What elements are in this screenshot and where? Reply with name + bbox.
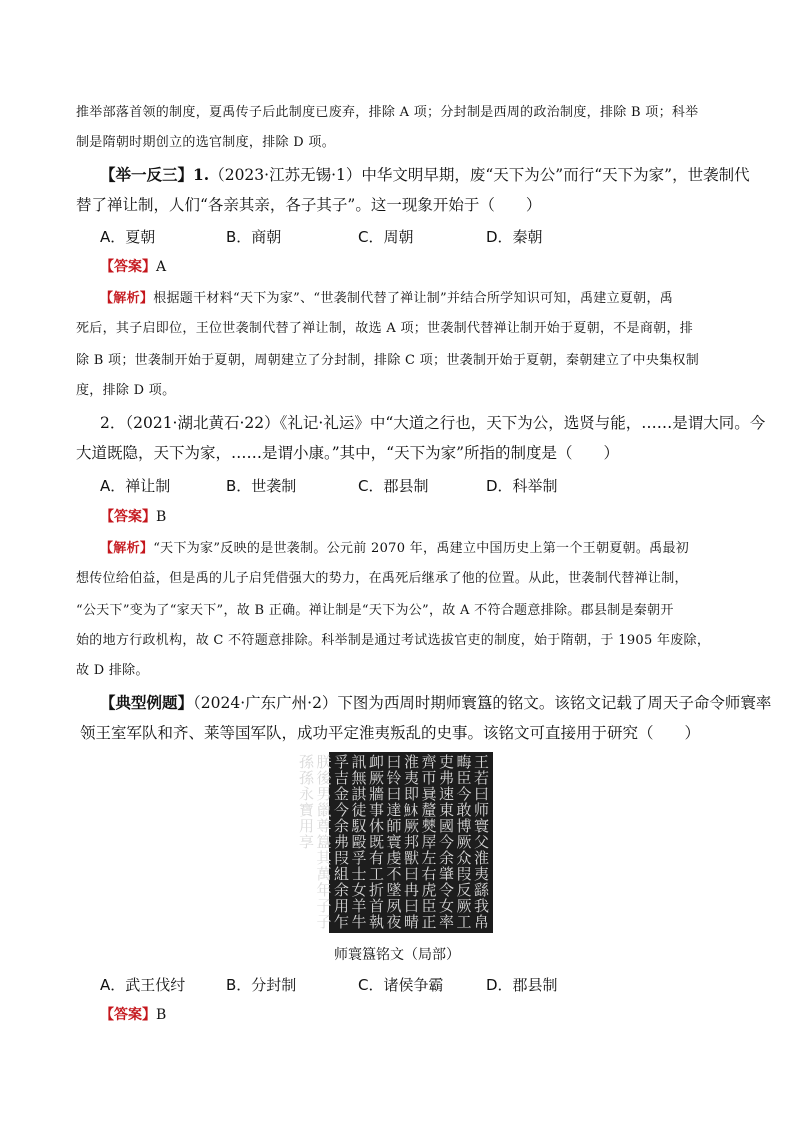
question-1-analysis-label: 【解析】	[100, 291, 154, 306]
question-1-option-c: C．周朝	[358, 228, 414, 246]
question-2-analysis-line-3: “公天下”变为了“家天下”，故 B 正确。禅让制是“天下为公”，故 A 不符合题意排除。郡县制是秦朝开	[76, 603, 674, 618]
question-1-option-d: D．秦朝	[486, 228, 543, 246]
inscription-glyphs: 王若曰师寰父淮夷繇我帛畮臣今敢博厥众叚反厥工吏弗速東國今余肇令女率齊帀㠱釐僰屖左右虎臣正淮夷即𩵦厥邦獸曰冉曰𤲟曰铃曰達師寰虔不墜夙夜卹厥牆事休既有工折首執訊無諆徒馭毆孚士女羊牛孚吉金今余弗叚組余用乍朕後男巤尊簋其萬年子子孫孫永寶用享	[297, 754, 490, 930]
question-3-option-c: C．诸侯争霸	[358, 976, 444, 994]
question-1-analysis-line-1	[100, 290, 750, 308]
question-3-tag: 【典型例题】	[100, 694, 194, 712]
question-3-option-a: A．武王伐纣	[100, 976, 186, 994]
question-3-line-1	[100, 694, 772, 712]
question-2-analysis-text-1: “天下为家”反映的是世袭制。公元前 2070 年，禹建立中国历史上第一个王朝夏朝。禹最初	[153, 541, 690, 556]
question-2-answer	[100, 508, 750, 526]
question-1-tag: 【举一反三】	[100, 166, 194, 184]
question-1-analysis-line-4: 度，排除 D 项。	[76, 383, 176, 398]
question-1-number: 1.	[193, 165, 210, 184]
question-2-analysis-label: 【解析】	[100, 541, 154, 556]
question-3-text-1: （2024·广东广州·2）下图为西周时期师寰簋的铭文。该铭文记载了周天子命令师寰率	[193, 694, 772, 712]
question-1-option-b: B．商朝	[226, 228, 282, 246]
question-2-answer-label: 【答案】	[100, 509, 156, 525]
question-2-answer-value: B	[156, 509, 167, 525]
question-3-option-d: D．郡县制	[486, 976, 558, 994]
question-3-answer-label: 【答案】	[100, 1007, 156, 1023]
question-2-option-c: C．郡县制	[358, 477, 429, 495]
question-2-option-a: A．禅让制	[100, 477, 171, 495]
question-2-analysis-line-2: 想传位给伯益，但是禹的儿子启凭借强大的势力，在禹死后继承了他的位置。从此，世袭制代替禅让制，	[76, 571, 688, 586]
question-1-analysis-line-2: 死后，其子启即位，王位世袭制代替了禅让制，故选 A 项；世袭制代替禅让制开始于夏朝，不是商朝，排	[76, 321, 694, 336]
question-2-analysis-line-4: 始的地方行政机构，故 C 不符题意排除。科举制是通过考试选拔官吏的制度，始于隋朝，于 1905 年废除，	[76, 633, 711, 648]
intro-line-2: 制是隋朝时期创立的选官制度，排除 D 项。	[76, 135, 335, 150]
question-3-line-2: 领王室军队和齐、莱等国军队，成功平定淮夷叛乱的史事。该铭文可直接用于研究（ ）	[80, 724, 701, 742]
question-3-answer	[100, 1006, 750, 1024]
figure-caption: 师寰簋铭文（局部）	[334, 947, 460, 963]
bronze-inscription-rubbing	[297, 752, 493, 933]
question-1-option-a: A．夏朝	[100, 228, 156, 246]
intro-line-1: 推举部落首领的制度，夏禹传子后此制度已废弃，排除 A 项；分封制是西周的政治制度，排除 B 项；科举	[76, 105, 699, 120]
question-1-analysis-line-3: 除 B 项；世袭制开始于夏朝，周朝建立了分封制，排除 C 项；世袭制开始于夏朝，秦朝建立了中央集权制	[76, 353, 700, 368]
question-2-line-2: 大道既隐，天下为家，……是谓小康。”其中，“天下为家”所指的制度是（ ）	[76, 444, 620, 462]
question-1-line-1	[100, 166, 750, 184]
question-1-line-2: 替了禅让制，人们“各亲其亲，各子其子”。这一现象开始于（ ）	[76, 196, 542, 214]
question-2-line-1: 2．（2021·湖北黄石·22）《礼记·礼运》中“大道之行也，天下为公，选贤与能，……是谓大同。今	[100, 414, 766, 432]
question-2-analysis-line-1	[100, 540, 750, 558]
question-3-option-b: B．分封制	[226, 976, 297, 994]
question-3-answer-value: B	[156, 1007, 167, 1023]
question-1-answer	[100, 258, 750, 276]
question-1-answer-value: A	[156, 259, 167, 275]
question-2-analysis-line-5: 故 D 排除。	[76, 663, 149, 678]
question-2-option-b: B．世袭制	[226, 477, 297, 495]
question-1-text-1: （2023·江苏无锡·1）中华文明早期，废“天下为公”而行“天下为家”，世袭制代	[209, 166, 750, 184]
question-1-analysis-text-1: 根据题干材料“天下为家”、“世袭制代替了禅让制”并结合所学知识可知，禹建立夏朝，禹	[153, 291, 674, 306]
question-1-answer-label: 【答案】	[100, 259, 156, 275]
question-2-option-d: D．科举制	[486, 477, 558, 495]
